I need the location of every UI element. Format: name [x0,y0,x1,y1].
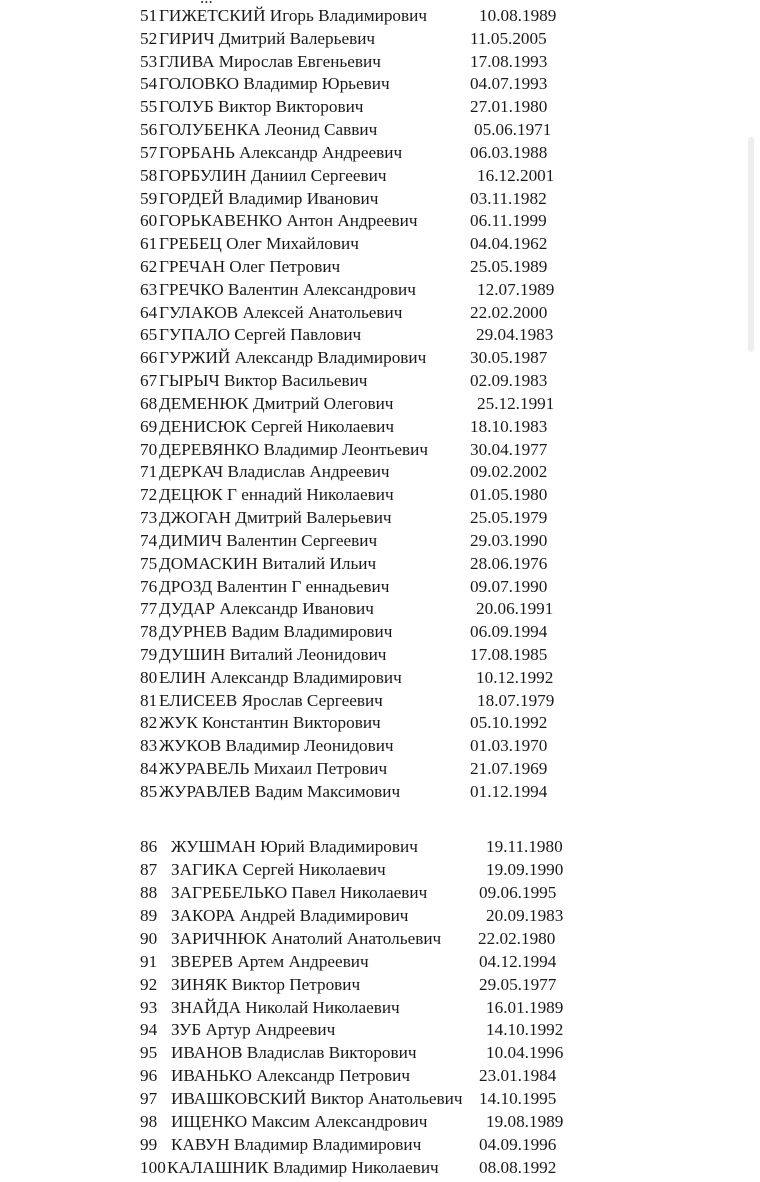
row-number: 63 [140,279,158,299]
row-number: 98 [140,1112,158,1132]
list-row [0,51,700,73]
person-name: ГЛИВА Мирослав Евгеньевич [159,51,381,71]
row-number: 57 [140,142,158,162]
person-name: ЖУК Константин Викторович [159,713,381,733]
birth-date: 01.03.1970 [470,736,548,756]
birth-date: 16.12.2001 [477,165,555,185]
row-number: 80 [140,667,158,687]
list-row [0,73,700,95]
row-number: 79 [140,644,158,664]
list-row [0,576,700,598]
list-row [0,667,700,689]
list-row [0,188,700,210]
row-number: 60 [140,211,158,231]
row-number: 56 [140,120,158,140]
row-number: 68 [140,393,158,413]
row-number: 87 [140,859,158,879]
row-number: 77 [140,599,158,619]
row-number: 65 [140,325,158,345]
list-row [0,279,700,301]
row-number: 66 [140,348,158,368]
birth-date: 22.02.2000 [470,302,548,322]
row-number: 73 [140,508,158,528]
person-name: ДЕРЕВЯНКО Владимир Леонтьевич [159,439,428,459]
person-name: ЕЛИН Александр Владимирович [159,667,402,687]
person-name: ДУРНЕВ Вадим Владимирович [159,622,393,642]
row-number: 75 [140,553,158,573]
list-row [0,507,700,529]
birth-date: 06.11.1999 [470,211,547,231]
list-row [0,416,700,438]
list-row [0,461,700,483]
birth-date: 25.12.1991 [477,393,555,413]
birth-date: 01.12.1994 [470,781,548,801]
list-row [0,347,700,369]
list-row [0,735,700,757]
list-row [0,1019,700,1041]
person-name: ГРЕЧАН Олег Петрович [159,257,341,277]
list-row [0,1065,700,1087]
list-row [0,598,700,620]
birth-date: 09.07.1990 [470,576,548,596]
birth-date: 05.06.1971 [474,120,552,140]
person-name: ГИЖЕТСКИЙ Игорь Владимирович [159,6,427,25]
birth-date: 10.04.1996 [486,1043,564,1063]
birth-date: 30.04.1977 [470,439,548,459]
row-number: 93 [140,997,158,1017]
list-row [0,928,700,950]
list-row [0,1111,700,1133]
list-row [0,905,700,927]
birth-date: 09.02.2002 [470,462,548,482]
row-number: 96 [140,1066,158,1086]
person-name: ГУЛАКОВ Алексей Анатольевич [159,302,403,322]
row-number: 88 [140,882,158,902]
row-number: 78 [140,622,158,642]
row-number: 58 [140,165,158,185]
person-name: ДРОЗД Валентин Г еннадьевич [159,576,390,596]
person-name: ГОЛОВКО Владимир Юрьевич [159,74,390,94]
birth-date: 14.10.1992 [486,1020,564,1040]
birth-date: 19.09.1990 [486,859,564,879]
birth-date: 25.05.1979 [470,508,548,528]
list-row [0,997,700,1019]
list-row [0,233,700,255]
person-name: ГУПАЛО Сергей Павлович [159,325,362,345]
list-row [0,165,700,187]
list-row [0,1157,700,1179]
list-row [0,96,700,118]
row-number: 74 [140,530,158,550]
birth-date: 09.06.1995 [479,882,557,902]
person-name: ЖУШМАН Юрий Владимирович [171,837,418,856]
birth-date: 27.01.1980 [470,97,548,117]
list-row [0,758,700,780]
person-name: ЗАГРЕБЕЛЬКО Павел Николаевич [171,882,428,902]
person-name: ЗАРИЧНЮК Анатолий Анатольевич [171,928,442,948]
birth-date: 29.03.1990 [470,530,548,550]
row-number: 89 [140,905,158,925]
birth-date: 16.01.1989 [486,997,564,1017]
person-name: ЖУРАВЛЕВ Вадим Максимович [159,781,401,801]
person-name: ЕЛИСЕЕВ Ярослав Сергеевич [159,690,383,710]
list-row [0,370,700,392]
row-number: 70 [140,439,158,459]
birth-date: 12.07.1989 [477,279,555,299]
person-name: ЗИНЯК Виктор Петрович [171,974,361,994]
list-row [0,859,700,881]
birth-date: 10.12.1992 [476,667,554,687]
birth-date: 05.10.1992 [470,713,548,733]
birth-date: 22.02.1980 [478,928,556,948]
row-number: 69 [140,416,158,436]
birth-date: 01.05.1980 [470,485,548,505]
person-name: ГРЕЧКО Валентин Александрович [159,279,416,299]
list-row [0,119,700,141]
person-name: ГОРБАНЬ Александр Андреевич [159,142,403,162]
person-name: ЗУБ Артур Андреевич [171,1020,336,1040]
row-number: 72 [140,485,158,505]
birth-date: 17.08.1993 [470,51,548,71]
list-row [0,324,700,346]
birth-date: 02.09.1983 [470,371,548,391]
list-row [0,256,700,278]
person-name: ДЕЦЮК Г еннадий Николаевич [159,485,394,505]
row-number: 62 [140,257,158,277]
person-name: ЗНАЙДА Николай Николаевич [171,997,400,1017]
row-number: 71 [140,462,158,482]
row-number: 59 [140,188,158,208]
row-number: 86 [140,837,158,856]
birth-date: 28.06.1976 [470,553,548,573]
birth-date: 04.12.1994 [479,951,557,971]
birth-date: 23.01.1984 [479,1066,557,1086]
list-row [0,644,700,666]
person-name: ДОМАСКИН Виталий Ильич [159,553,377,573]
birth-date: 30.05.1987 [470,348,548,368]
person-name: ГИРИЧ Дмитрий Валерьевич [159,28,376,48]
birth-date: 29.04.1983 [476,325,554,345]
row-number: 81 [140,690,158,710]
row-number: 99 [140,1135,158,1155]
person-name: ДУДАР Александр Иванович [159,599,374,619]
row-number: 64 [140,302,158,322]
person-name: КАЛАШНИК Владимир Николаевич [167,1158,439,1178]
list-row [0,1042,700,1064]
birth-date: 06.09.1994 [470,622,548,642]
birth-date: 04.09.1996 [479,1135,557,1155]
person-name: ГЫРЫЧ Виктор Васильевич [159,371,368,391]
birth-date: 25.05.1989 [470,257,548,277]
birth-date: 04.07.1993 [470,74,548,94]
list-row [0,712,700,734]
list-row [0,210,700,232]
list-row [0,484,700,506]
list-row [0,1134,700,1156]
row-number: 54 [140,74,158,94]
row-number: 85 [140,781,158,801]
person-name: ДЕРКАЧ Владислав Андреевич [159,462,390,482]
list-row [0,553,700,575]
person-name: ДЕНИСЮК Сергей Николаевич [159,416,395,436]
person-name: ЗВЕРЕВ Артем Андреевич [171,951,369,971]
row-number: 67 [140,371,158,391]
person-name: ДЕМЕНЮК Дмитрий Олегович [159,393,394,413]
birth-date: 18.07.1979 [477,690,555,710]
birth-date: 19.11.1980 [486,837,563,856]
row-number: 61 [140,234,158,254]
row-number: 84 [140,759,158,779]
list-row [0,302,700,324]
row-number: 82 [140,713,158,733]
person-name: ДИМИЧ Валентин Сергеевич [159,530,378,550]
person-name: ЖУРАВЕЛЬ Михаил Петрович [159,759,388,779]
list-row [0,882,700,904]
list-row [0,530,700,552]
row-number: 94 [140,1020,158,1040]
person-name: ДЖОГАН Дмитрий Валерьевич [159,508,392,528]
list-row [0,836,700,858]
list-row [0,5,700,27]
vertical-scrollbar[interactable] [748,137,754,352]
row-number: 95 [140,1043,158,1063]
list-row [0,781,700,803]
birth-date: 14.10.1995 [479,1089,557,1109]
birth-date: 08.08.1992 [479,1158,557,1178]
row-number: 92 [140,974,158,994]
list-row [0,393,700,415]
person-name: ГОЛУБ Виктор Викторович [159,97,364,117]
list-row [0,974,700,996]
list-row [0,621,700,643]
person-name: ГОРДЕЙ Владимир Иванович [159,188,379,208]
list-row [0,951,700,973]
person-name: ГОЛУБЕНКА Леонид Саввич [159,120,378,140]
birth-date: 18.10.1983 [470,416,548,436]
person-name: ИВАНОВ Владислав Викторович [171,1043,417,1063]
birth-date: 06.03.1988 [470,142,548,162]
row-number: 100 [140,1158,166,1178]
birth-date: 11.05.2005 [470,28,547,48]
person-name: ГОРЬКАВЕНКО Антон Андреевич [159,211,418,231]
person-name: КАВУН Владимир Владимирович [171,1135,422,1155]
list-row [0,439,700,461]
birth-date: 29.05.1977 [479,974,557,994]
birth-date: 17.08.1985 [470,644,548,664]
row-number: 51 [140,6,158,25]
row-number: 97 [140,1089,158,1109]
row-number: 55 [140,97,158,117]
birth-date: 20.06.1991 [476,599,554,619]
birth-date: 19.08.1989 [486,1112,564,1132]
birth-date: 04.04.1962 [470,234,548,254]
birth-date: 21.07.1969 [470,759,548,779]
person-name: ГОРБУЛИН Даниил Сергеевич [159,165,387,185]
birth-date: 20.09.1983 [486,905,564,925]
birth-date: 10.08.1989 [479,6,557,25]
row-number: 76 [140,576,158,596]
person-name: ГРЕБЕЦ Олег Михайлович [159,234,359,254]
list-row [0,1088,700,1110]
row-number: 90 [140,928,158,948]
person-name: ДУШИН Виталий Леонидович [159,644,387,664]
list-row [0,690,700,712]
row-number: 91 [140,951,158,971]
person-name: ИВАШКОВСКИЙ Виктор Анатольевич [171,1089,463,1109]
person-name: ЗАКОРА Андрей Владимирович [171,905,409,925]
row-number: 83 [140,736,158,756]
list-row [0,142,700,164]
list-row [0,28,700,50]
person-name: ГУРЖИЙ Александр Владимирович [159,348,427,368]
person-name: ЗАГИКА Сергей Николаевич [171,859,386,879]
person-name: ИЩЕНКО Максим Александрович [171,1112,428,1132]
birth-date: 03.11.1982 [470,188,547,208]
person-name: ЖУКОВ Владимир Леонидович [159,736,394,756]
person-name: ИВАНЬКО Александр Петрович [171,1066,410,1086]
row-number: 53 [140,51,158,71]
row-number: 52 [140,28,158,48]
